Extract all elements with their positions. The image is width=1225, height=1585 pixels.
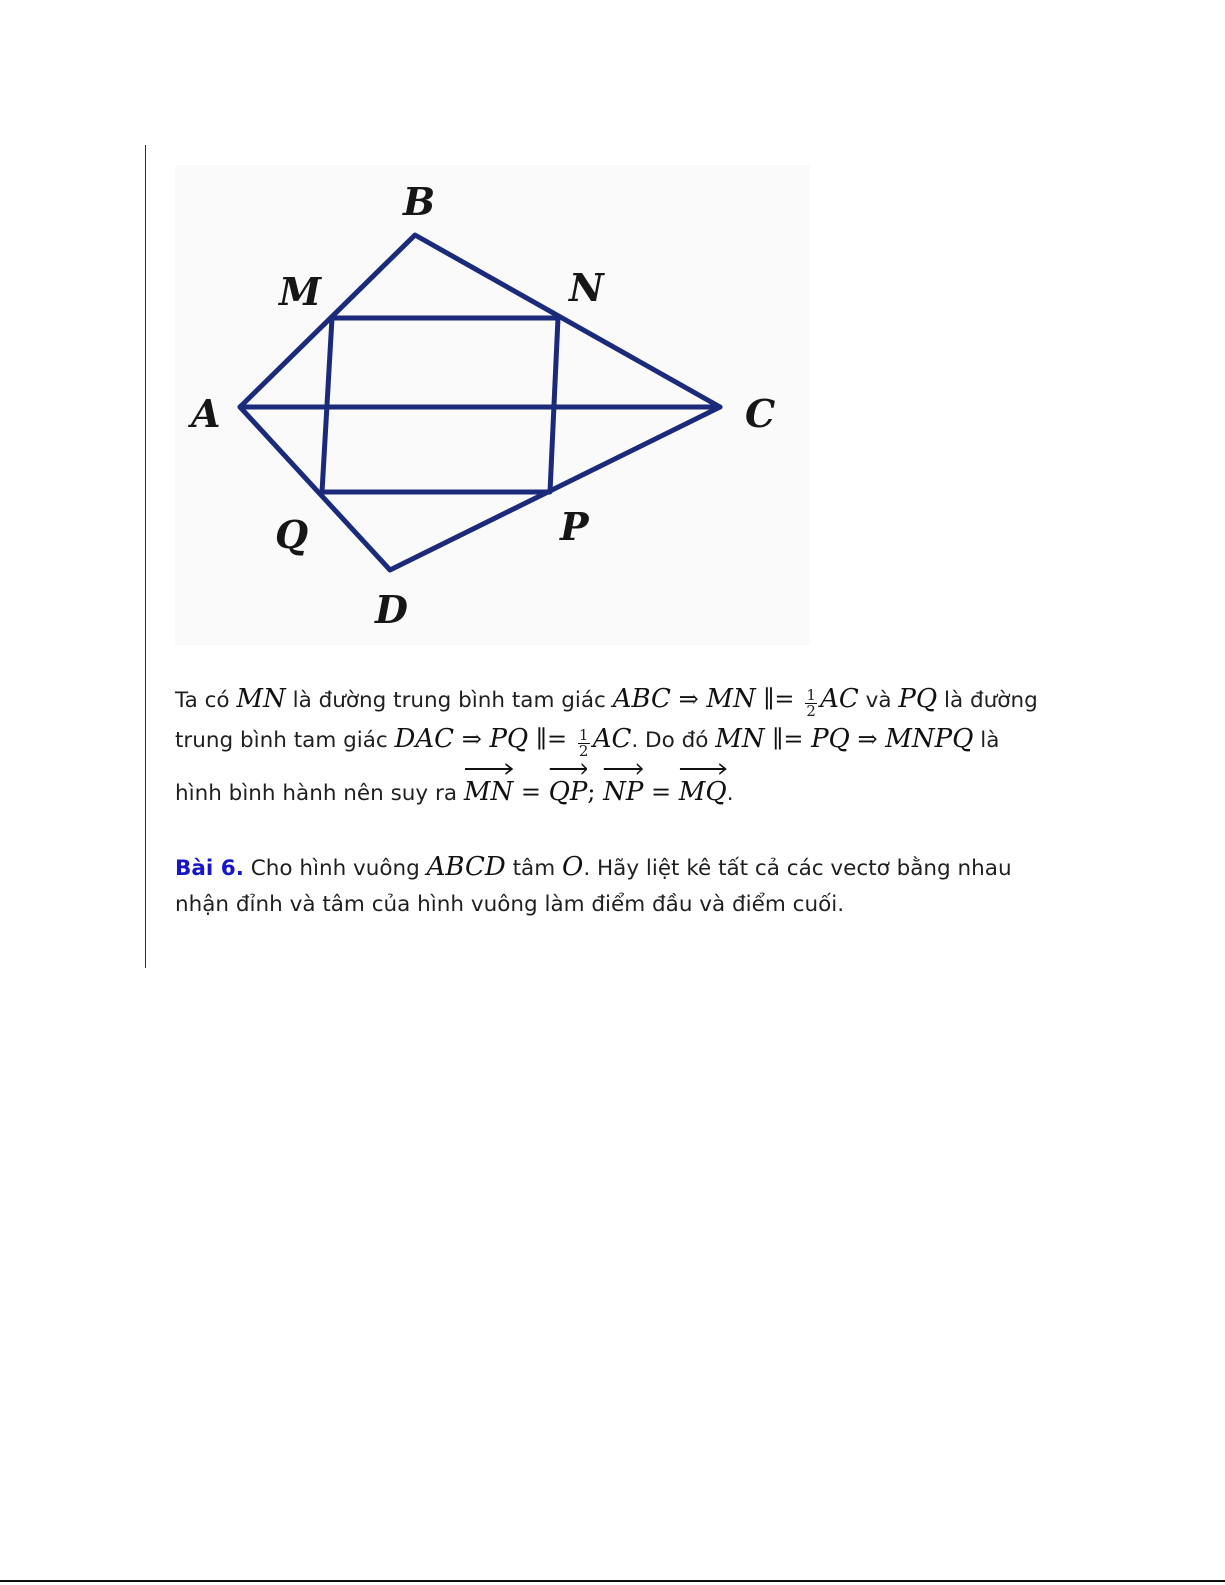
vector-mq xyxy=(679,777,727,807)
text: trung bình tam giác xyxy=(175,728,395,753)
text: Ta có xyxy=(175,688,237,713)
text: là đường trung bình tam giác xyxy=(285,688,613,713)
math: ABCD xyxy=(426,852,506,882)
vector-arrow-icon xyxy=(549,762,588,776)
vector-np xyxy=(603,777,643,807)
math: NP xyxy=(603,777,644,807)
math: PQ xyxy=(898,684,938,714)
exercise-line-1 xyxy=(175,852,1012,882)
exercise-label: Bài 6. xyxy=(175,856,244,881)
text: Cho hình vuông xyxy=(243,856,427,881)
fraction-numerator: 1 xyxy=(806,686,816,704)
math-implies: ⇒ xyxy=(670,685,707,713)
math-equals: = xyxy=(513,778,549,806)
label-d: D xyxy=(375,587,408,632)
exercise-line-2: nhận đỉnh và tâm của hình vuông làm điểm đầu và điểm cuối. xyxy=(175,892,845,917)
text: hình bình hành nên suy ra xyxy=(175,781,464,806)
math: AC xyxy=(592,724,632,754)
solution-paragraph xyxy=(175,684,1075,824)
math-parallel-equal: ∥= xyxy=(528,725,575,753)
vector-arrow-icon xyxy=(464,762,513,776)
left-margin-rule xyxy=(145,145,146,968)
math: MN xyxy=(463,777,514,807)
math-implies: ⇒ xyxy=(849,725,886,753)
label-p: P xyxy=(560,504,589,549)
fraction-numerator: 1 xyxy=(578,726,589,744)
label-c: C xyxy=(745,391,776,436)
math: AC xyxy=(820,684,859,714)
math-semicolon: ; xyxy=(587,778,604,806)
label-b: B xyxy=(403,179,436,224)
label-a: A xyxy=(191,391,221,436)
math-parallel-equal: ∥= xyxy=(764,725,812,753)
text: là đường xyxy=(937,688,1038,713)
text: . xyxy=(726,781,734,806)
math: MN xyxy=(706,684,756,714)
quadrilateral-diagram xyxy=(175,165,810,645)
math: MN xyxy=(236,684,286,714)
solution-line-2 xyxy=(175,724,999,759)
vector-arrow-icon xyxy=(603,762,643,776)
math: PQ xyxy=(489,724,529,754)
text: và xyxy=(858,688,899,713)
math: MNPQ xyxy=(885,724,974,754)
math-equals: = xyxy=(643,778,679,806)
fraction-denominator: 2 xyxy=(578,742,589,760)
math-implies: ⇒ xyxy=(454,725,490,753)
fraction-half xyxy=(578,728,590,759)
text: là xyxy=(973,728,1000,753)
label-m: M xyxy=(279,269,322,314)
text: tâm xyxy=(505,856,562,881)
geometry-figure xyxy=(175,165,810,645)
vector-arrow-icon xyxy=(679,762,727,776)
math: O xyxy=(561,852,584,882)
label-n: N xyxy=(569,265,604,310)
label-q: Q xyxy=(275,512,309,557)
vector-qp xyxy=(549,777,588,807)
fraction-denominator: 2 xyxy=(806,702,816,720)
math: DAC xyxy=(394,724,455,754)
bottom-rule xyxy=(0,1580,1225,1582)
fraction-half xyxy=(805,688,817,719)
math-parallel-equal: ∥= xyxy=(755,685,803,713)
solution-line-3 xyxy=(175,777,734,807)
math: PQ xyxy=(811,724,850,754)
text: . Do đó xyxy=(631,728,716,753)
text: . Hãy liệt kê tất cả các vectơ bằng nhau xyxy=(583,856,1012,881)
math: MN xyxy=(715,724,765,754)
vector-mn xyxy=(464,777,513,807)
exercise-paragraph xyxy=(175,852,1075,932)
solution-line-1 xyxy=(175,684,1038,719)
math: QP xyxy=(548,777,588,807)
math: MQ xyxy=(678,777,727,807)
math: ABC xyxy=(612,684,671,714)
